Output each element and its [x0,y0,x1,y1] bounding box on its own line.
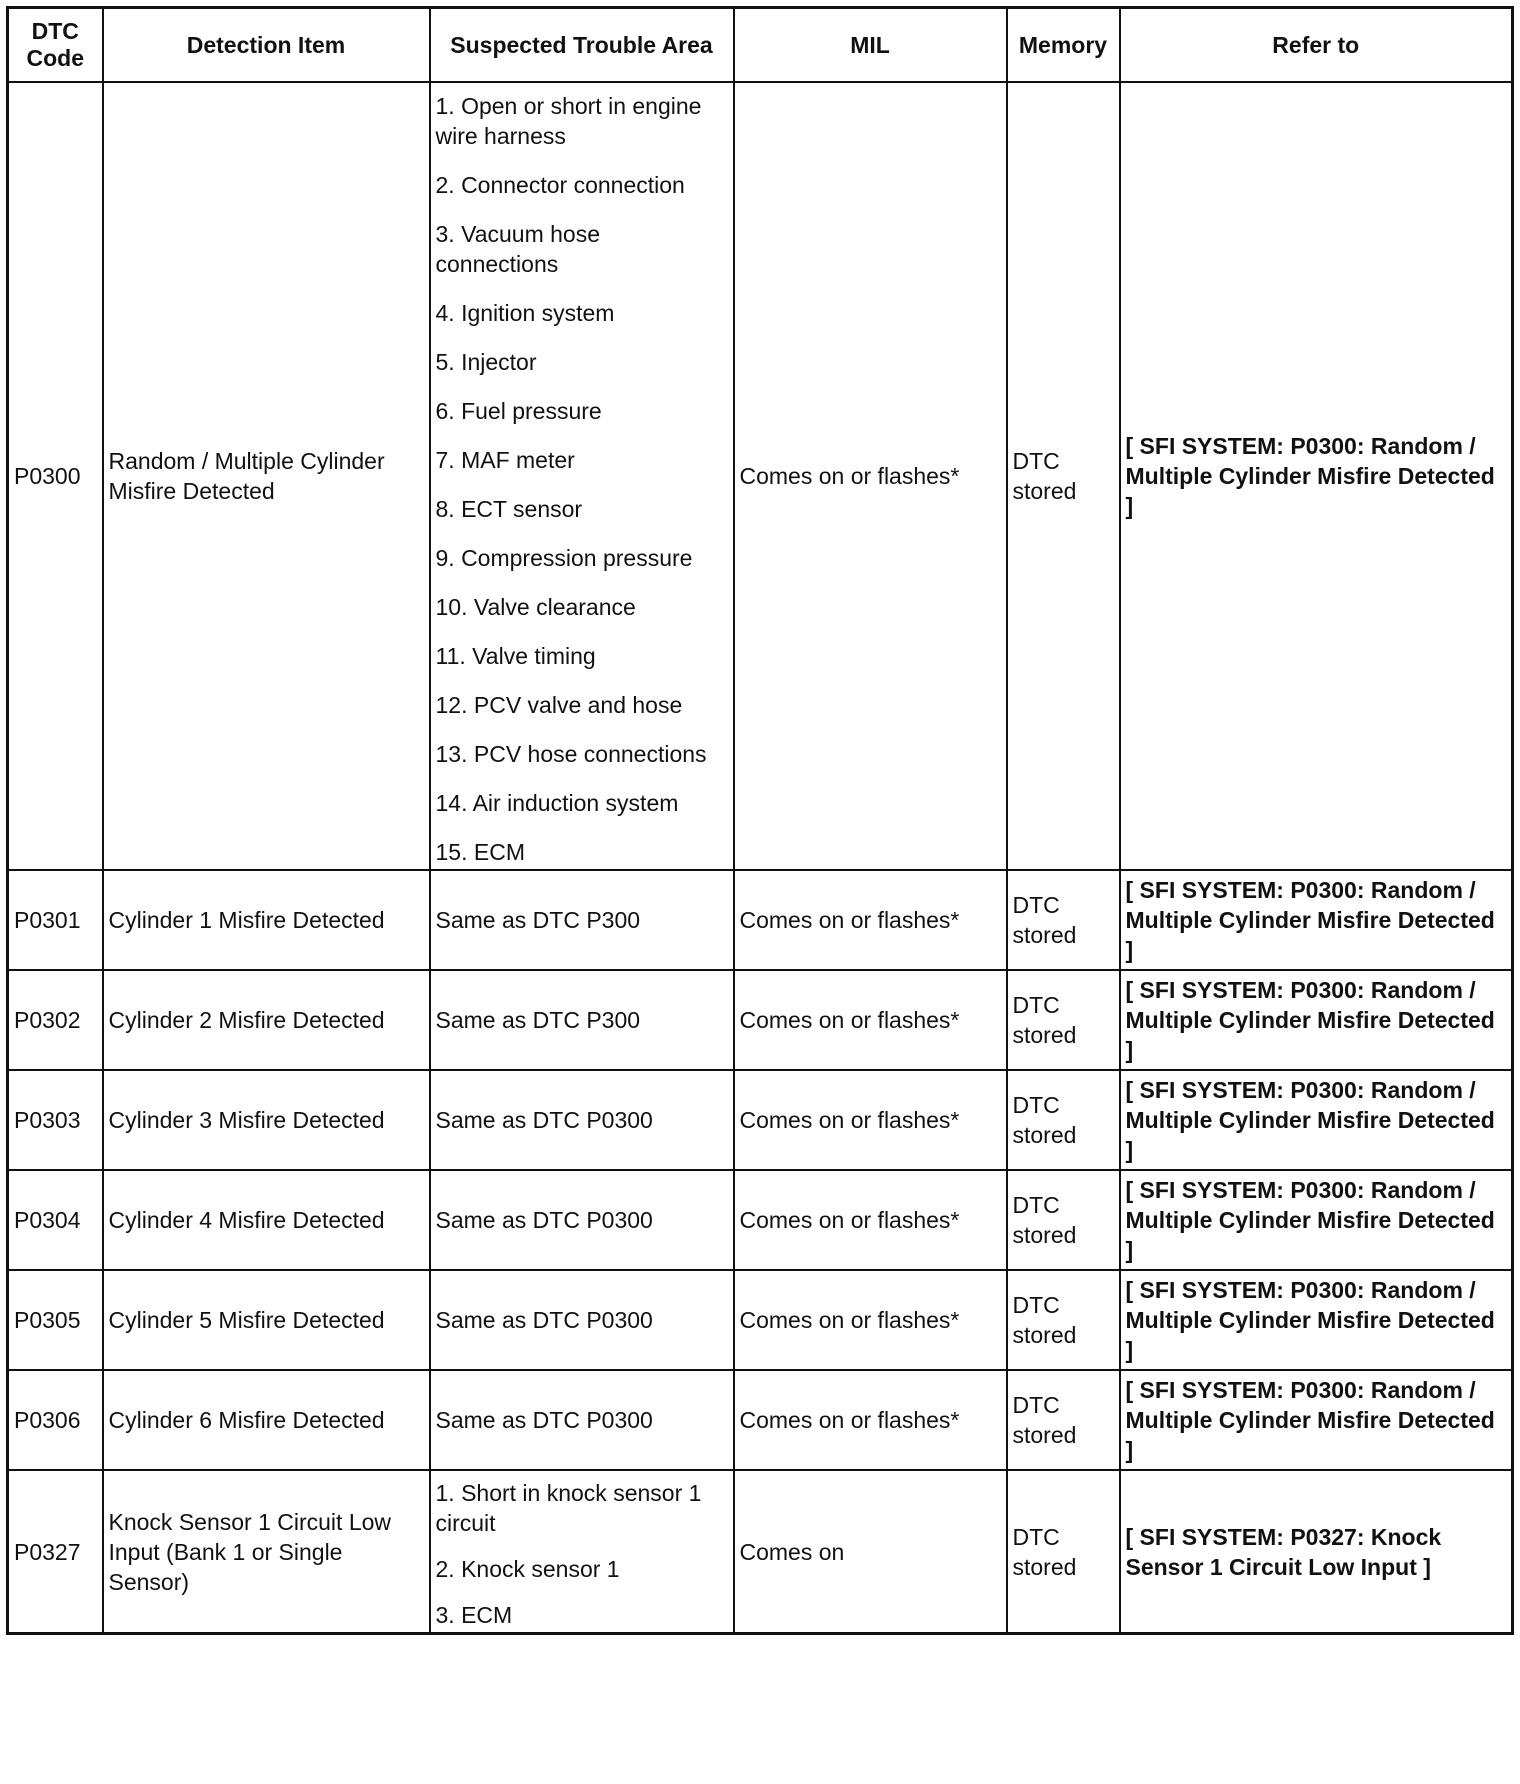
trouble-area-item: 14. Air induction system [435,790,679,816]
trouble-area-item: 8. ECT sensor [435,496,583,522]
dtc-code-cell: P0304 [8,1170,103,1270]
trouble-area-item: 9. Compression pressure [435,545,693,571]
trouble-area-item: 1. Open or short in engine wire harness [435,93,702,149]
mil-cell: Comes on [734,1470,1007,1634]
trouble-area-item: 13. PCV hose connections [435,741,707,767]
dtc-code-cell: P0305 [8,1270,103,1370]
detection-item-cell: Cylinder 3 Misfire Detected [103,1070,430,1170]
trouble-area-list [436,1478,728,1630]
trouble-area-item: 3. ECM [435,1602,513,1628]
detection-item-cell: Cylinder 1 Misfire Detected [103,870,430,970]
memory-cell: DTC stored [1007,1170,1120,1270]
refer-to-link[interactable]: [ SFI SYSTEM: P0300: Random / Multiple Cylinder Misfire Detected ] [1120,1370,1513,1470]
detection-item-cell: Cylinder 6 Misfire Detected [103,1370,430,1470]
refer-to-link[interactable]: [ SFI SYSTEM: P0300: Random / Multiple Cylinder Misfire Detected ] [1120,1070,1513,1170]
trouble-area-item: 10. Valve clearance [435,594,636,620]
suspected-trouble-area-cell: Same as DTC P0300 [430,1070,734,1170]
header-memory: Memory [1007,8,1120,83]
memory-cell: DTC stored [1007,1270,1120,1370]
detection-item-cell: Cylinder 4 Misfire Detected [103,1170,430,1270]
header-refer-to: Refer to [1120,8,1513,83]
refer-to-link[interactable]: [ SFI SYSTEM: P0300: Random / Multiple Cylinder Misfire Detected ] [1120,970,1513,1070]
dtc-code-cell: P0303 [8,1070,103,1170]
mil-cell: Comes on or flashes* [734,1270,1007,1370]
trouble-area-item: 6. Fuel pressure [435,398,602,424]
suspected-trouble-area-cell: Same as DTC P0300 [430,1270,734,1370]
suspected-trouble-area-cell [430,82,734,870]
dtc-code-cell: P0306 [8,1370,103,1470]
detection-item-cell: Cylinder 2 Misfire Detected [103,970,430,1070]
detection-item-cell: Cylinder 5 Misfire Detected [103,1270,430,1370]
mil-cell: Comes on or flashes* [734,1170,1007,1270]
table-row [8,1270,1513,1370]
header-suspected-trouble-area: Suspected Trouble Area [430,8,734,83]
refer-to-link[interactable]: [ SFI SYSTEM: P0300: Random / Multiple Cylinder Misfire Detected ] [1120,1170,1513,1270]
trouble-area-item: 3. Vacuum hose connections [435,221,601,277]
trouble-area-item: 2. Connector connection [435,172,685,198]
suspected-trouble-area-cell: Same as DTC P300 [430,970,734,1070]
suspected-trouble-area-cell: Same as DTC P300 [430,870,734,970]
detection-item-cell: Random / Multiple Cylinder Misfire Detected [103,82,430,870]
mil-cell: Comes on or flashes* [734,970,1007,1070]
header-mil: MIL [734,8,1007,83]
suspected-trouble-area-cell: Same as DTC P0300 [430,1370,734,1470]
trouble-area-item: 5. Injector [435,349,537,375]
dtc-code-cell: P0302 [8,970,103,1070]
memory-cell: DTC stored [1007,1370,1120,1470]
table-row [8,1370,1513,1470]
refer-to-link[interactable]: [ SFI SYSTEM: P0300: Random / Multiple Cylinder Misfire Detected ] [1120,870,1513,970]
table-row [8,1170,1513,1270]
refer-to-link[interactable]: [ SFI SYSTEM: P0300: Random / Multiple Cylinder Misfire Detected ] [1120,1270,1513,1370]
dtc-code-cell: P0327 [8,1470,103,1634]
memory-cell: DTC stored [1007,970,1120,1070]
trouble-area-list [436,91,728,867]
mil-cell: Comes on or flashes* [734,1070,1007,1170]
table-row [8,82,1513,870]
header-detection-item: Detection Item [103,8,430,83]
refer-to-link[interactable]: [ SFI SYSTEM: P0327: Knock Sensor 1 Circuit Low Input ] [1120,1470,1513,1634]
memory-cell: DTC stored [1007,1070,1120,1170]
trouble-area-item: 1. Short in knock sensor 1 circuit [435,1480,702,1536]
table-row [8,970,1513,1070]
mil-cell: Comes on or flashes* [734,82,1007,870]
header-dtc-code: DTC Code [8,8,103,83]
trouble-area-item: 12. PCV valve and hose [435,692,683,718]
trouble-area-item: 15. ECM [435,839,525,865]
table-row [8,1470,1513,1634]
memory-cell: DTC stored [1007,82,1120,870]
suspected-trouble-area-cell [430,1470,734,1634]
refer-to-link[interactable]: [ SFI SYSTEM: P0300: Random / Multiple Cylinder Misfire Detected ] [1120,82,1513,870]
trouble-area-item: 11. Valve timing [435,643,596,669]
table-row [8,870,1513,970]
trouble-area-item: 4. Ignition system [435,300,615,326]
memory-cell: DTC stored [1007,870,1120,970]
memory-cell: DTC stored [1007,1470,1120,1634]
mil-cell: Comes on or flashes* [734,1370,1007,1470]
trouble-area-item: 7. MAF meter [435,447,575,473]
trouble-area-item: 2. Knock sensor 1 [435,1556,620,1582]
table-row [8,1070,1513,1170]
table-header-row [8,8,1513,83]
detection-item-cell: Knock Sensor 1 Circuit Low Input (Bank 1 or Single Sensor) [103,1470,430,1634]
suspected-trouble-area-cell: Same as DTC P0300 [430,1170,734,1270]
dtc-code-cell: P0300 [8,82,103,870]
mil-cell: Comes on or flashes* [734,870,1007,970]
dtc-code-cell: P0301 [8,870,103,970]
dtc-table [6,6,1514,1635]
